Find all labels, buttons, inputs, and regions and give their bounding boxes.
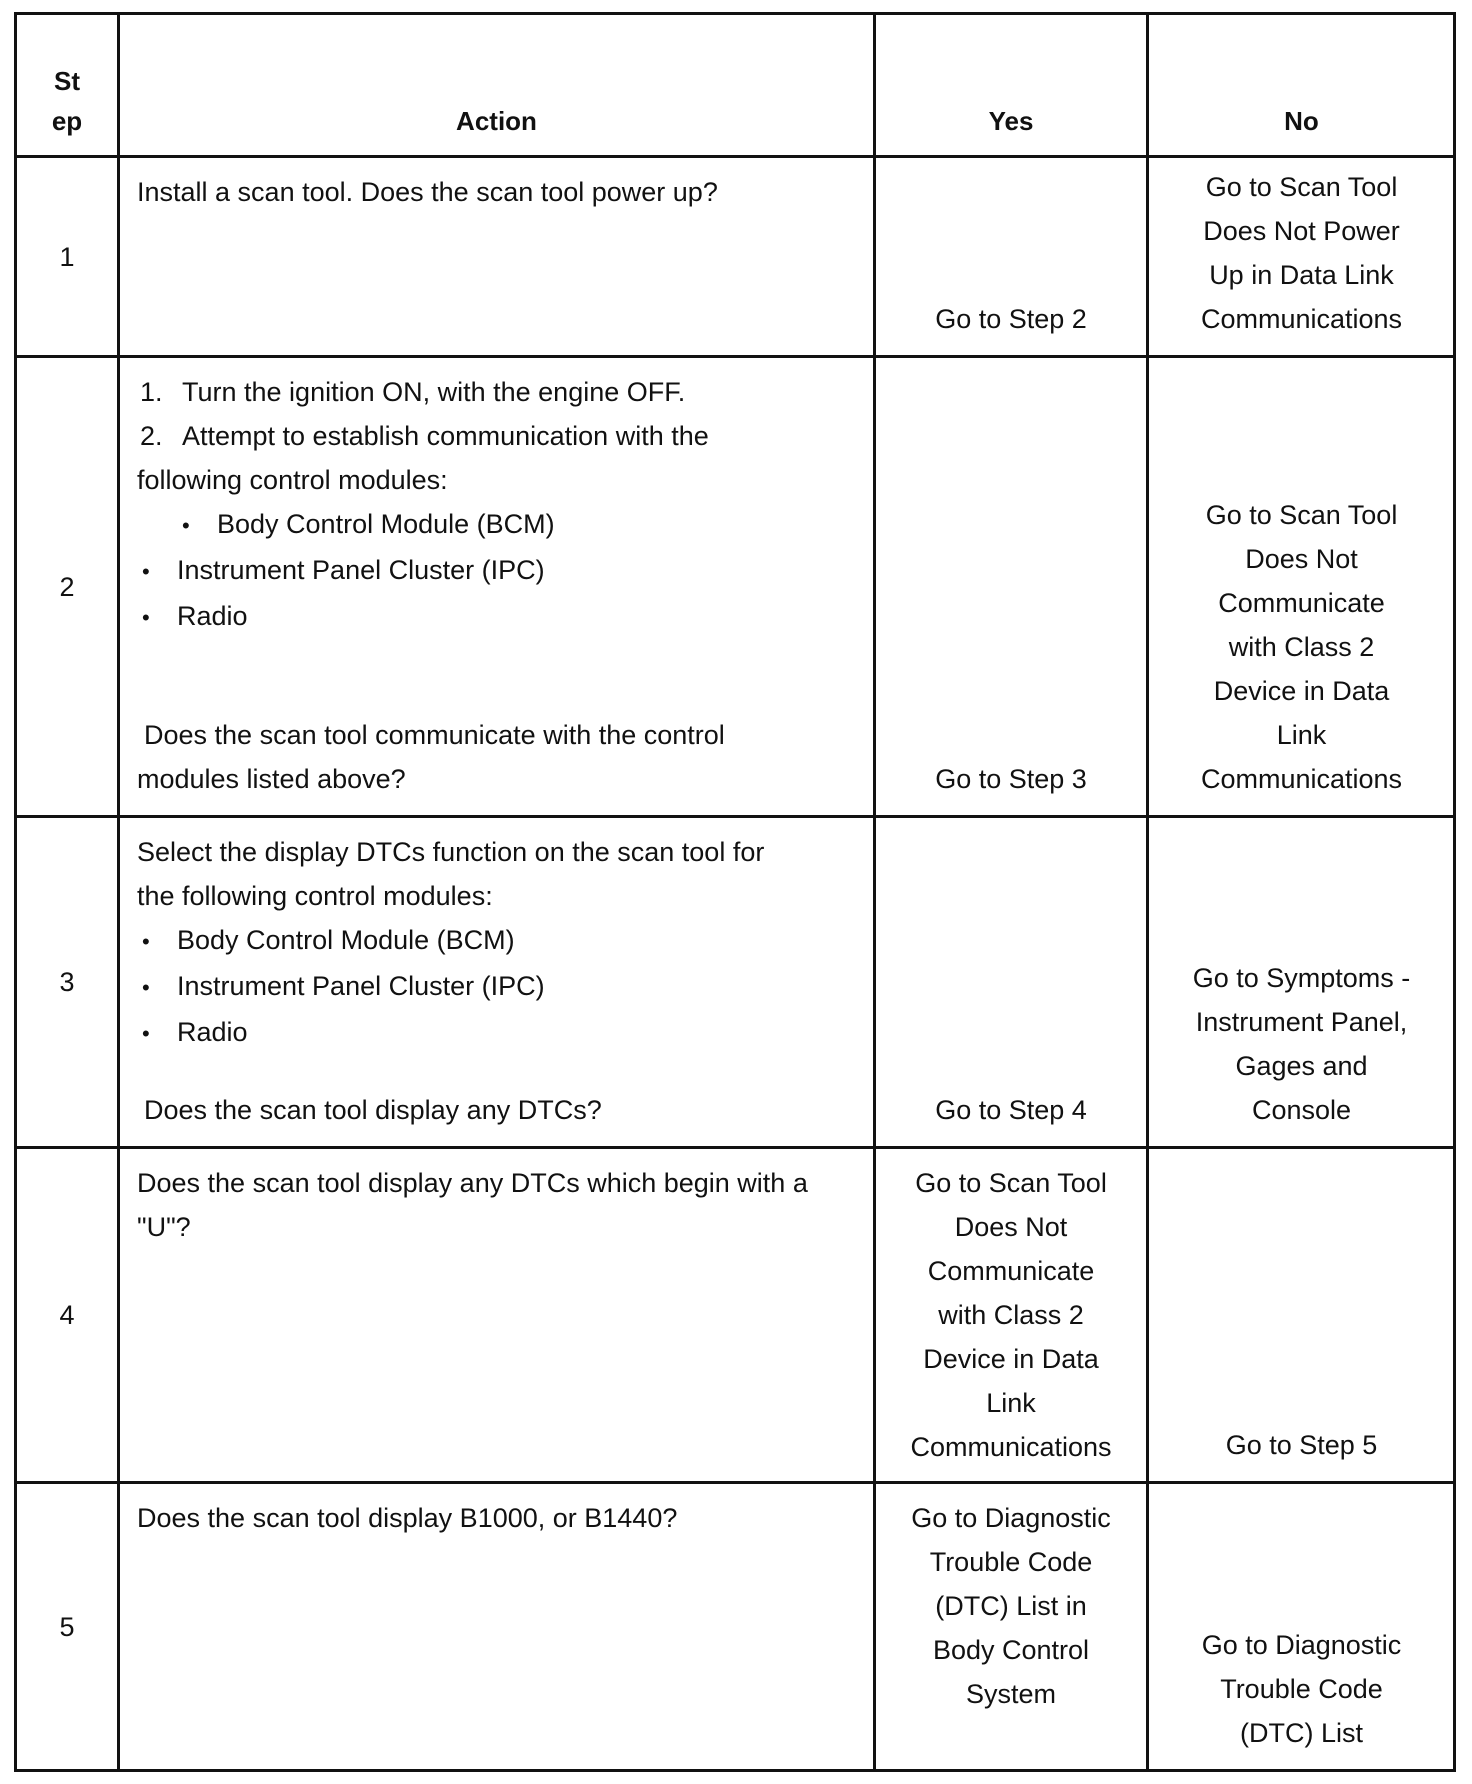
no-cell (1149, 1484, 1454, 1769)
bullet-item (137, 918, 833, 964)
action-text: Does the scan tool display B1000, or B1440? (137, 1503, 678, 1533)
bullet-item (137, 594, 833, 640)
yes-text: System (965, 1679, 1057, 1709)
bullet-icon: • (142, 605, 150, 630)
yes-cell (876, 158, 1146, 355)
item-number: 1. (140, 377, 163, 407)
yes-cell (876, 1149, 1146, 1481)
action-cell (120, 818, 873, 1146)
action-cell (120, 1149, 873, 1481)
no-text: Trouble Code (1220, 1674, 1383, 1704)
no-text: Gages and (1235, 1051, 1368, 1081)
diagnostic-table (14, 12, 1456, 1772)
no-text: Does Not (1245, 544, 1358, 574)
no-cell (1149, 358, 1454, 815)
no-cell (1149, 158, 1454, 355)
yes-text: Link (986, 1388, 1036, 1418)
bullet-text: Instrument Panel Cluster (IPC) (177, 555, 545, 585)
bullet-item (137, 548, 833, 594)
item-text: Turn the ignition ON, with the engine OFF. (182, 377, 686, 407)
header-yes: Yes (988, 106, 1034, 136)
action-cell (120, 1484, 873, 1769)
step-number: 3 (59, 967, 75, 997)
yes-cell (876, 358, 1146, 815)
no-text: Communicate (1218, 588, 1385, 618)
step-number: 2 (59, 571, 75, 602)
yes-text: Go to Diagnostic (911, 1503, 1111, 1533)
yes-cell (876, 818, 1146, 1146)
yes-cell (876, 1484, 1146, 1769)
bullet-item (137, 964, 833, 1010)
bullet-icon: • (142, 929, 150, 954)
numbered-item (137, 414, 833, 458)
yes-text: Go to Scan Tool (915, 1168, 1107, 1198)
yes-text: Go to Step 2 (935, 304, 1087, 334)
no-text: Communications (1200, 764, 1403, 794)
question-text: Does the scan tool communicate with the control (144, 720, 725, 750)
bullet-text: Instrument Panel Cluster (IPC) (177, 971, 545, 1001)
bullet-text: Body Control Module (BCM) (177, 925, 515, 955)
bullet-icon: • (182, 513, 190, 538)
no-text: Communications (1200, 304, 1403, 334)
action-text: the following control modules: (137, 881, 493, 911)
action-text: Install a scan tool. Does the scan tool power up? (137, 177, 718, 207)
no-text: Console (1251, 1095, 1352, 1125)
bullet-icon: • (142, 1021, 150, 1046)
bullet-icon: • (142, 559, 150, 584)
step-number: 1 (59, 241, 75, 272)
no-text: Does Not Power (1203, 216, 1400, 246)
no-text: Device in Data (1213, 676, 1390, 706)
bullet-text: Radio (177, 1017, 248, 1047)
question-text: modules listed above? (137, 764, 406, 794)
action-question (137, 1088, 833, 1132)
yes-text: Does Not (954, 1212, 1068, 1242)
no-text: Up in Data Link (1209, 260, 1394, 290)
item-text: Attempt to establish communication with the (182, 421, 709, 451)
no-text: Link (1276, 720, 1327, 750)
header-action: Action (456, 106, 537, 136)
no-text: Go to Symptoms - (1192, 963, 1411, 993)
yes-text: Trouble Code (929, 1547, 1093, 1577)
action-cell (120, 158, 873, 355)
no-text: Go to Step 5 (1225, 1430, 1378, 1460)
no-text: Go to Scan Tool (1205, 500, 1398, 530)
no-text: Instrument Panel, (1195, 1007, 1408, 1037)
yes-text: Communicate (927, 1256, 1095, 1286)
yes-text: (DTC) List in (935, 1591, 1087, 1621)
no-cell (1149, 818, 1454, 1146)
no-text: Go to Diagnostic (1201, 1630, 1402, 1660)
numbered-item (137, 370, 833, 414)
action-text: Select the display DTCs function on the scan tool for (137, 837, 765, 867)
step-number: 4 (59, 1300, 75, 1330)
yes-text: Communications (910, 1432, 1112, 1462)
header-step-line2: ep (51, 106, 83, 136)
bullet-item (137, 502, 833, 548)
action-question (137, 713, 833, 801)
yes-text: with Class 2 (938, 1300, 1084, 1330)
yes-text: Body Control (932, 1635, 1090, 1665)
question-text: Does the scan tool display any DTCs? (144, 1095, 602, 1125)
yes-text: Device in Data (923, 1344, 1099, 1374)
step-number: 5 (59, 1611, 75, 1642)
no-text: Go to Scan Tool (1205, 172, 1398, 202)
header-no: No (1284, 106, 1319, 136)
no-text: (DTC) List (1240, 1718, 1363, 1748)
item-number: 2. (140, 421, 163, 451)
no-cell (1149, 1149, 1454, 1481)
bullet-text: Body Control Module (BCM) (217, 509, 555, 539)
yes-text: Go to Step 4 (935, 1095, 1087, 1125)
header-step (17, 15, 117, 155)
yes-text: Go to Step 3 (935, 764, 1087, 794)
bullet-item (137, 1010, 833, 1056)
action-cell (120, 358, 873, 815)
bullet-icon: • (142, 975, 150, 1000)
action-text: "U"? (137, 1212, 191, 1242)
bullet-text: Radio (177, 601, 248, 631)
action-text: Does the scan tool display any DTCs which begin with a (137, 1168, 808, 1198)
no-text: with Class 2 (1228, 632, 1375, 662)
action-text: following control modules: (137, 465, 448, 495)
header-step-line1: St (54, 66, 80, 96)
